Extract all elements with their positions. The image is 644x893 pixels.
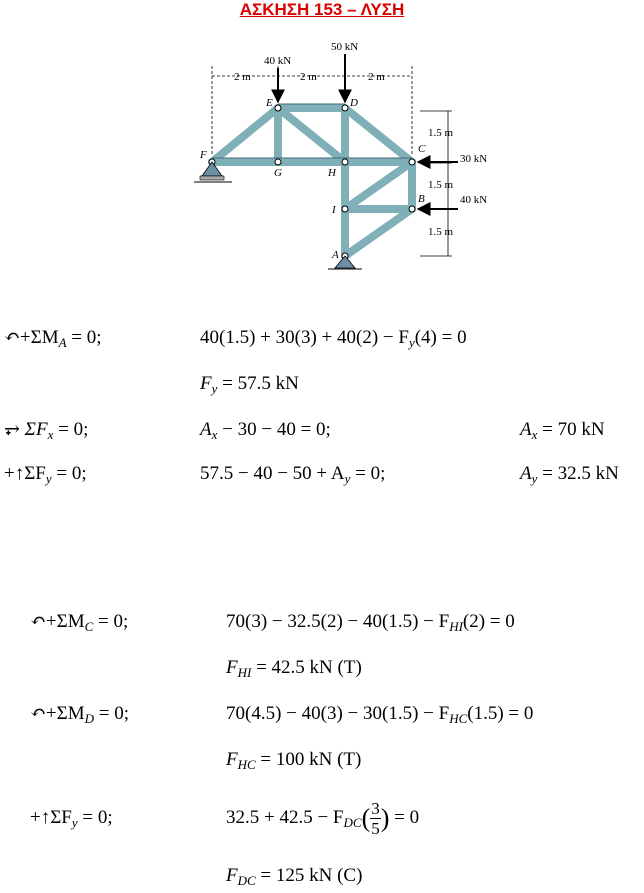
load-label-40kN-right: 40 kN [460,194,488,206]
node-label-I: I [332,204,336,216]
eq-moment-D-rhs: $70(4.5) - 40(3) - 30(1.5) - F_{HC}(1.5) = 0$ [226,703,534,726]
truss-members [212,108,412,256]
truss-diagram [190,36,490,276]
eq-Fy-result: $F_y = 57.5$ kN [200,373,299,396]
dim-label-v1: 1.5 m [428,127,454,139]
load-label-30kN: 30 kN [460,153,488,165]
fraction-3-5: $\frac{3}{5}$ [371,799,380,839]
eq-FDC-result: $F_{DC} = 125$ kN (C) [226,865,363,888]
page-title: ΑΣΚΗΣΗ 153 – ΛΥΣΗ [239,0,405,19]
dim-label-v2: 1.5 m [428,179,454,191]
node-label-G: G [274,167,282,179]
node-label-H: H [328,167,336,179]
node-label-E: E [266,97,273,109]
eq-sum-Fx-lhs: ⥅ $\Sigma F_x = 0$; [4,419,89,442]
eq-sum-Fy-result: $A_y = 32.5$ kN [520,463,619,486]
eq-sum-Fx-mid: $A_x - 30 - 40 = 0$; [200,419,331,442]
eq-sum-Fy-lhs: $+↑\Sigma F_y = 0$; [4,463,87,486]
ccw-moment-icon: ↶ [30,611,46,632]
eq-sum-Fy-mid: $57.5 - 40 - 50 + A_y = 0$; [200,463,386,486]
eq-sum-Fy2-rhs: $32.5 + 42.5 - F_{DC}$( $\frac{3}{5}$ ) = 0 [226,799,420,839]
eq-moment-A-rhs: $40(1.5) + 30(3) + 40(2) - F_y(4) = 0$ [200,327,467,350]
load-label-40kN-top: 40 kN [264,55,292,67]
eq-moment-D-lhs: $↶+\Sigma M_D = 0$; [30,703,129,726]
node-label-F: F [200,149,207,161]
dim-label-v3: 1.5 m [428,226,454,238]
node-label-A: A [332,249,339,261]
eq-moment-A-lhs: $↶+\Sigma M_A = 0$; [4,327,102,350]
node-label-C: C [418,143,426,155]
right-arrow-plus-icon: ⥅ [4,419,20,440]
ccw-moment-icon: ↶ [30,703,46,724]
dim-label-3: 2 m [368,71,385,83]
dim-label-2: 2 m [300,71,317,83]
eq-moment-C-rhs: $70(3) - 32.5(2) - 40(1.5) - F_{HI}(2) = 0$ [226,611,515,634]
load-label-50kN: 50 kN [331,41,359,53]
eq-FHI-result: $F_{HI} = 42.5$ kN (T) [226,657,362,680]
dim-label-1: 2 m [234,71,251,83]
node-label-B: B [418,193,425,205]
node-label-D: D [350,97,358,109]
eq-FHC-result: $F_{HC} = 100$ kN (T) [226,749,362,772]
eq-moment-C-lhs: $↶+\Sigma M_C = 0$; [30,611,129,634]
eq-sum-Fx-result: $A_x = 70$ kN [520,419,605,442]
ccw-moment-icon: ↶ [4,327,20,348]
eq-sum-Fy2-lhs: $+↑\Sigma F_y = 0$; [30,807,113,830]
